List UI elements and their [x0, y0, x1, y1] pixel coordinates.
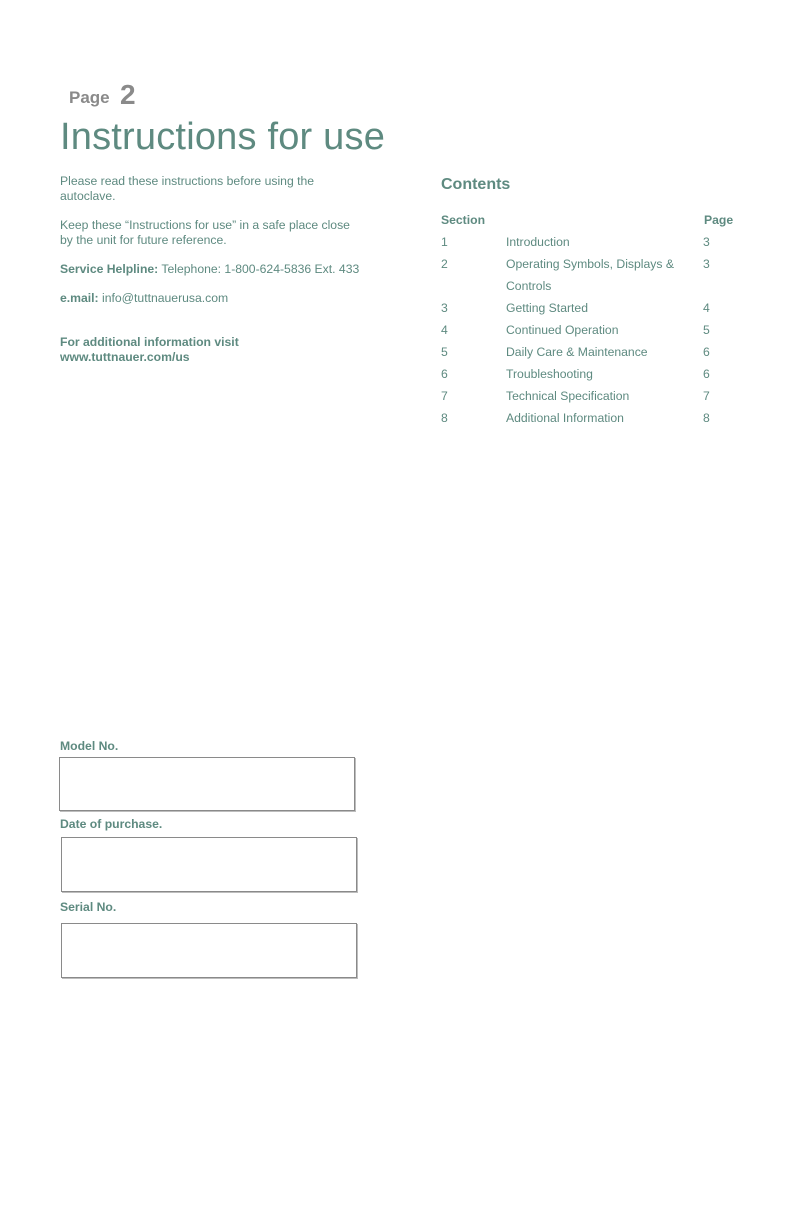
page-title: Instructions for use	[60, 116, 386, 158]
helpline-label: Service Helpline:	[60, 262, 159, 276]
date-of-purchase-label: Date of purchase.	[60, 817, 163, 831]
toc-title: Additional Information	[506, 411, 624, 425]
page-label: Page	[69, 88, 110, 107]
toc-page: 6	[703, 345, 710, 359]
helpline-value: Telephone: 1-800-624-5836 Ext. 433	[158, 262, 360, 276]
website-link[interactable]: www.tuttnauer.com/us	[60, 350, 190, 364]
toc-title: Daily Care & Maintenance	[506, 345, 648, 359]
toc-page: 8	[703, 411, 710, 425]
toc-title: Getting Started	[506, 301, 588, 315]
serial-no-label: Serial No.	[60, 900, 117, 914]
additional-info	[60, 335, 239, 365]
email-line	[60, 291, 228, 305]
service-helpline	[60, 262, 359, 276]
toc-title: Introduction	[506, 235, 570, 249]
keep-text: Keep these “Instructions for use” in a safe place close by the unit for future reference.	[60, 218, 350, 247]
toc-title: Troubleshooting	[506, 367, 593, 381]
date-of-purchase-field[interactable]	[61, 837, 357, 892]
toc-page: 6	[703, 367, 710, 381]
page-number: 2	[120, 79, 136, 110]
toc-page: 5	[703, 323, 710, 337]
toc-page: 3	[703, 235, 710, 249]
toc-number: 3	[441, 301, 448, 315]
section-header: Section	[441, 213, 486, 227]
toc-number: 4	[441, 323, 448, 337]
toc-number: 1	[441, 235, 448, 249]
table-of-contents	[441, 235, 741, 433]
intro-text: Please read these instructions before using the autoclave.	[60, 174, 315, 203]
toc-row[interactable]	[441, 257, 741, 301]
toc-number: 7	[441, 389, 448, 403]
model-no-field[interactable]	[59, 757, 355, 811]
toc-number: 2	[441, 257, 448, 271]
toc-number: 5	[441, 345, 448, 359]
toc-page: 7	[703, 389, 710, 403]
toc-number: 8	[441, 411, 448, 425]
email-value: info@tuttnauerusa.com	[98, 291, 229, 305]
toc-title: Operating Symbols, Displays & Controls	[506, 257, 674, 293]
toc-page: 4	[703, 301, 710, 315]
toc-row[interactable]	[441, 411, 741, 433]
model-no-label: Model No.	[60, 739, 119, 753]
additional-info-text: For additional information visit	[60, 335, 239, 349]
toc-title: Technical Specification	[506, 389, 630, 403]
toc-page: 3	[703, 257, 710, 271]
contents-title: Contents	[441, 176, 511, 193]
serial-no-field[interactable]	[61, 923, 357, 978]
email-label: e.mail:	[60, 291, 99, 305]
toc-number: 6	[441, 367, 448, 381]
toc-title: Continued Operation	[506, 323, 619, 337]
page-header: Page	[704, 213, 734, 227]
